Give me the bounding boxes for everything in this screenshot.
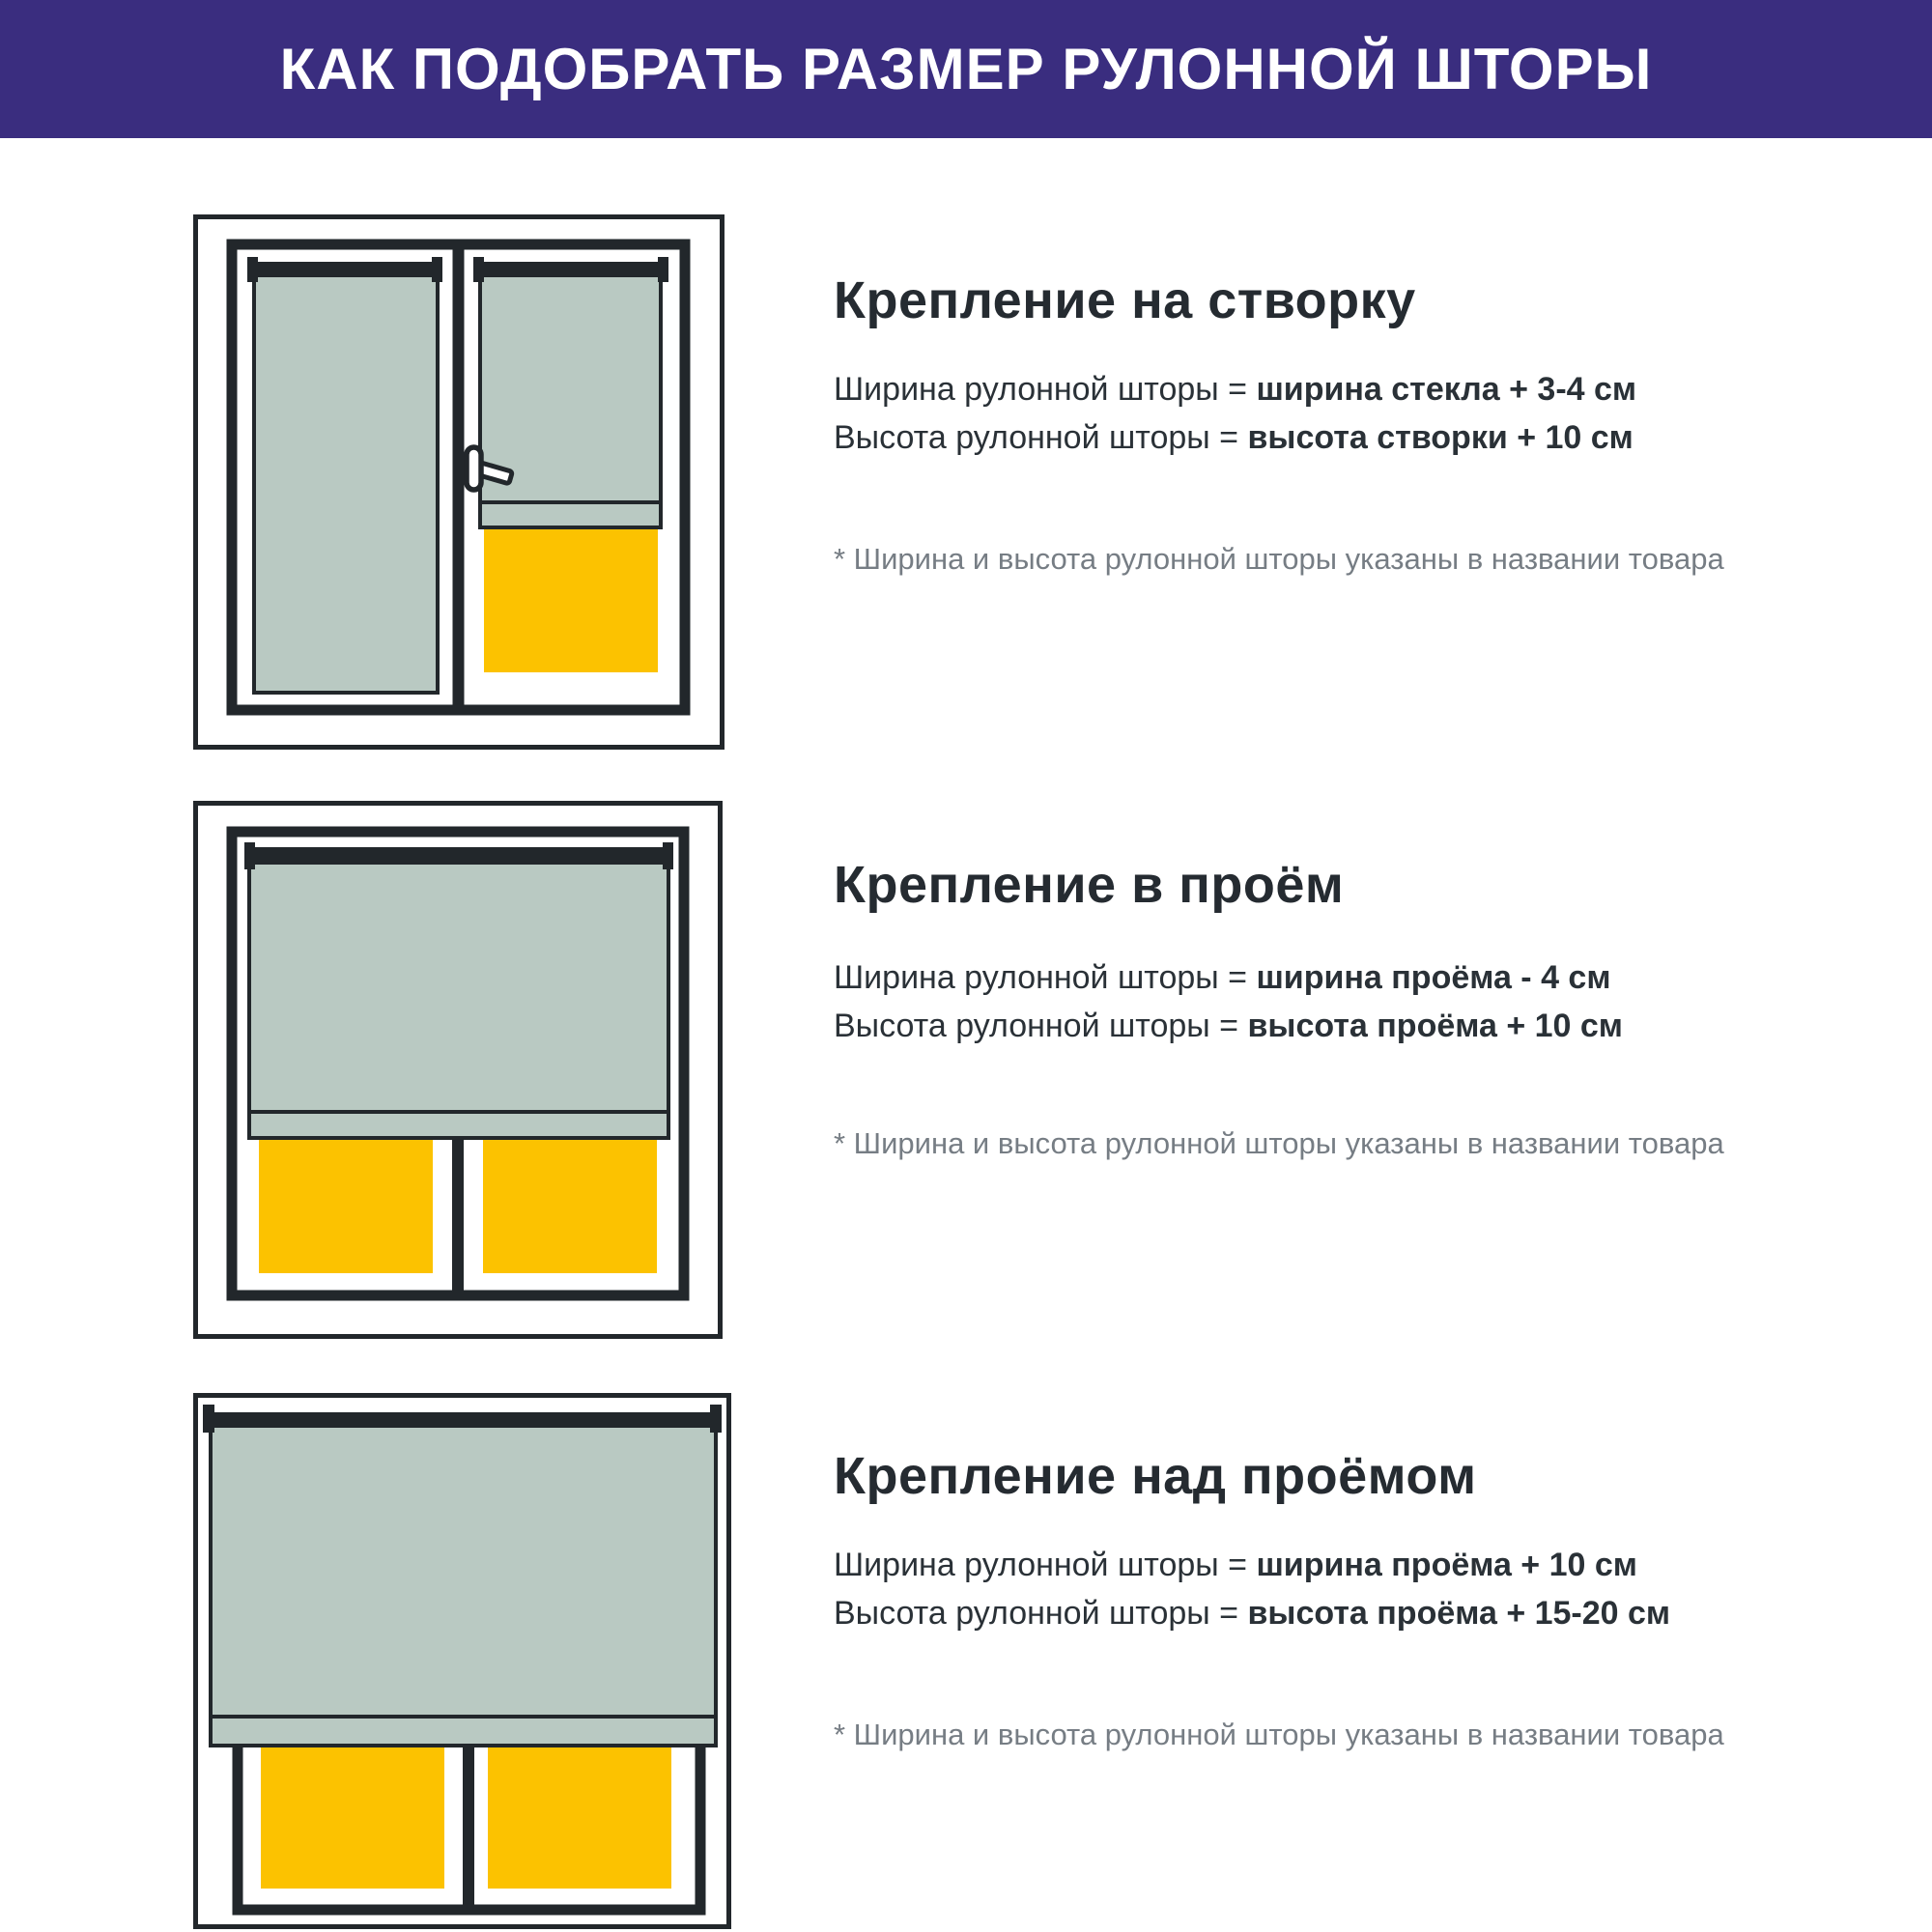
- window-mullion: [453, 249, 465, 705]
- rule-height: [834, 1007, 1623, 1046]
- rule-label: Ширина рулонной шторы =: [834, 1547, 1257, 1583]
- rail-bracket-icon: [244, 842, 255, 869]
- rule-value: высота створки + 10 см: [1247, 419, 1634, 456]
- rail-bracket-icon: [432, 257, 442, 282]
- footnote: * Ширина и высота рулонной шторы указаны в названии товара: [834, 542, 1724, 576]
- blind-bottom-bar: [211, 1717, 716, 1746]
- rule-width: [834, 370, 1636, 410]
- rule-value: ширина проёма - 4 см: [1256, 959, 1611, 996]
- rail-bracket-icon: [710, 1405, 722, 1433]
- blind-rail: [246, 847, 671, 863]
- blind-rail-left: [249, 262, 440, 276]
- rule-width: [834, 1546, 1637, 1585]
- blind-rail-right: [475, 262, 666, 276]
- diagram-above-opening-mount: [193, 1393, 731, 1929]
- glass-light: [261, 1746, 444, 1889]
- rail-bracket-icon: [247, 257, 258, 282]
- blind-rail: [205, 1412, 720, 1426]
- diagram-sash-mount: [193, 214, 724, 750]
- footnote: * Ширина и высота рулонной шторы указаны в названии товара: [834, 1718, 1724, 1751]
- roller-blind: [211, 1426, 716, 1717]
- rule-value: ширина стекла + 3-4 см: [1256, 371, 1637, 408]
- roller-blind-left: [254, 275, 438, 693]
- window-handle-icon: [467, 447, 481, 490]
- above-opening-mount-illustration: [193, 1393, 731, 1929]
- blind-bottom-bar: [480, 502, 661, 527]
- header-band: [0, 0, 1932, 138]
- rail-bracket-icon: [658, 257, 668, 282]
- section-heading-above-opening: Крепление над проёмом: [834, 1447, 1477, 1505]
- opening-mount-illustration: [193, 801, 723, 1339]
- sash-mount-illustration: [193, 214, 724, 750]
- rail-bracket-icon: [473, 257, 484, 282]
- rail-bracket-icon: [663, 842, 673, 869]
- rule-height: [834, 1594, 1670, 1634]
- diagram-opening-mount: [193, 801, 723, 1339]
- rule-label: Ширина рулонной шторы =: [834, 371, 1257, 408]
- glass-light: [259, 1140, 433, 1273]
- rule-width: [834, 958, 1611, 998]
- rail-bracket-icon: [203, 1405, 214, 1433]
- rule-value: ширина проёма + 10 см: [1256, 1547, 1637, 1583]
- glass-light: [483, 1140, 657, 1273]
- roller-blind: [249, 863, 668, 1112]
- rule-label: Высота рулонной шторы =: [834, 1595, 1248, 1632]
- rule-label: Высота рулонной шторы =: [834, 1008, 1248, 1044]
- rule-height: [834, 418, 1634, 458]
- rule-value: высота проёма + 15-20 см: [1247, 1595, 1671, 1632]
- rule-label: Ширина рулонной шторы =: [834, 959, 1257, 996]
- blind-bottom-bar: [249, 1112, 668, 1138]
- glass-light: [488, 1746, 671, 1889]
- rule-value: высота проёма + 10 см: [1247, 1008, 1623, 1044]
- section-heading-sash: Крепление на створку: [834, 271, 1416, 329]
- footnote: * Ширина и высота рулонной шторы указаны в названии товара: [834, 1126, 1724, 1160]
- glass-light: [484, 529, 658, 672]
- section-heading-opening: Крепление в проём: [834, 856, 1345, 914]
- page-title: КАК ПОДОБРАТЬ РАЗМЕР РУЛОННОЙ ШТОРЫ: [279, 37, 1653, 101]
- rule-label: Высота рулонной шторы =: [834, 419, 1248, 456]
